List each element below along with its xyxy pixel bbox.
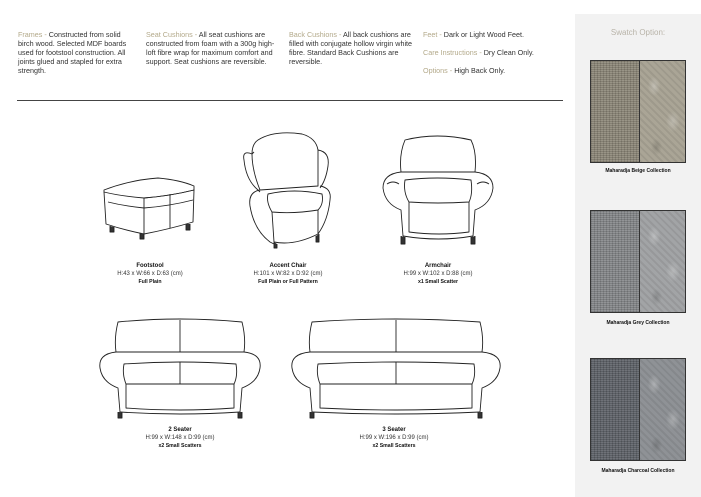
product-note: x1 Small Scatter	[417, 279, 459, 285]
spec-separator: -	[449, 66, 453, 75]
spec-seat-cushions	[146, 30, 281, 66]
spec-text: Dry Clean Only.	[483, 48, 534, 57]
spec-separator: -	[44, 30, 47, 39]
product-note: Full Plain or Full Pattern	[258, 279, 318, 285]
spec-options	[423, 66, 573, 75]
spec-key: Seat Cushions	[146, 30, 193, 39]
product-note: x2 Small Scatters	[372, 443, 416, 449]
swatch-pattern	[639, 211, 686, 312]
product-dimensions: H:99 x W:102 x D:88 (cm)	[403, 271, 473, 277]
product-name: Footstool	[136, 263, 164, 269]
product-name: Accent Chair	[269, 263, 307, 269]
spec-back-cushions	[289, 30, 416, 66]
product-dimensions: H:99 x W:148 x D:99 (cm)	[145, 435, 215, 441]
spec-frames	[18, 30, 136, 75]
swatch-sidebar	[575, 14, 701, 497]
product-dimensions: H:43 x W:66 x D:63 (cm)	[117, 271, 183, 277]
spec-text: Dark or Light Wood Feet.	[443, 30, 524, 39]
accent-chair-illustration	[238, 130, 338, 254]
spec-key: Options	[423, 66, 448, 75]
spec-separator: -	[479, 48, 482, 57]
divider	[17, 100, 563, 101]
swatch-title: Swatch Option:	[610, 28, 666, 37]
spec-feet	[423, 30, 573, 39]
spec-key: Feet	[423, 30, 438, 39]
footstool-illustration	[100, 172, 198, 244]
product-name: 3 Seater	[382, 427, 406, 433]
swatch-plain	[591, 359, 639, 460]
product-footstool	[80, 262, 220, 286]
product-armchair	[368, 262, 508, 286]
swatch-plain	[591, 61, 639, 162]
spec-key: Care Instructions	[423, 48, 478, 57]
swatch-label: Maharadja Beige Collection	[605, 168, 671, 174]
product-dimensions: H:99 x W:196 x D:99 (cm)	[359, 435, 429, 441]
spec-text: All back cushions are filled with conjugate hollow virgin white fibre. Standard Back Cushions are reversible.	[289, 30, 413, 66]
swatch-plain	[591, 211, 639, 312]
spec-text: All seat cushions are constructed from foam with a 300g high-loft fibre wrap for maximum comfort and support. Seat cushions are reversible.	[146, 30, 275, 66]
product-dimensions: H:101 x W:82 x D:92 (cm)	[253, 271, 323, 277]
three-seater-illustration	[288, 316, 504, 420]
swatch-beige[interactable]	[590, 60, 686, 163]
product-accent-chair	[218, 262, 358, 286]
product-three-seater	[322, 426, 466, 450]
product-name: 2 Seater	[168, 427, 192, 433]
spec-separator: -	[194, 30, 198, 39]
armchair-illustration	[379, 132, 497, 250]
product-note: Full Plain	[138, 279, 162, 285]
swatch-grey[interactable]	[590, 210, 686, 313]
spec-text: Constructed from solid birch wood. Selected MDF boards used for footstool construction. All joints glued and stapled for extra strength.	[18, 30, 127, 75]
swatch-label: Maharadja Charcoal Collection	[601, 468, 675, 474]
product-two-seater	[108, 426, 252, 450]
swatch-label: Maharadja Grey Collection	[606, 320, 670, 326]
product-note: x2 Small Scatters	[158, 443, 202, 449]
spec-separator: -	[338, 30, 342, 39]
spec-key: Frames	[18, 30, 43, 39]
spec-separator: -	[439, 30, 442, 39]
two-seater-illustration	[96, 316, 264, 420]
spec-text: High Back Only.	[454, 66, 506, 75]
spec-care-instructions	[423, 48, 573, 57]
swatch-charcoal[interactable]	[590, 358, 686, 461]
swatch-pattern	[639, 61, 686, 162]
spec-key: Back Cushions	[289, 30, 337, 39]
product-name: Armchair	[424, 263, 452, 269]
swatch-pattern	[639, 359, 686, 460]
